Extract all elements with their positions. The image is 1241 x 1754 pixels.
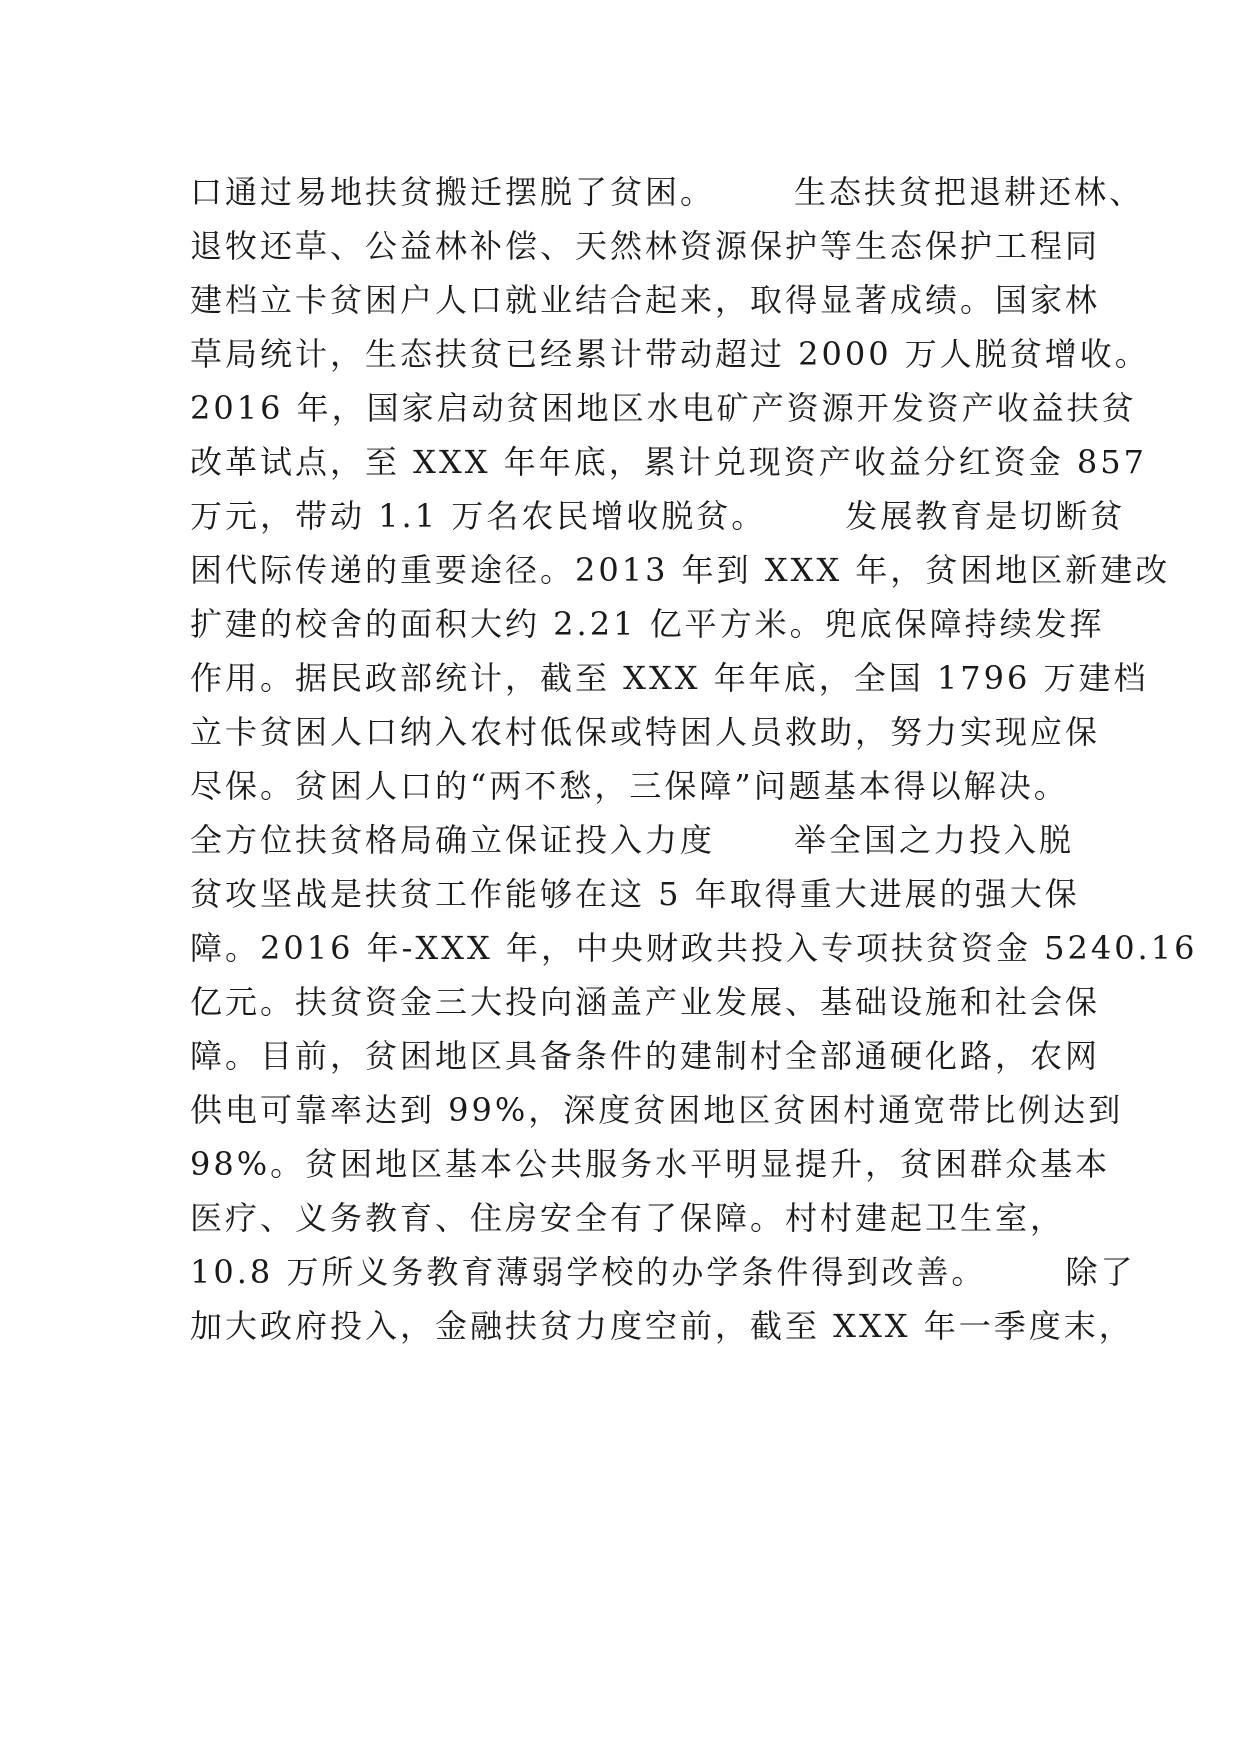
text-line: 10.8 万所义务教育薄弱学校的办学条件得到改善。 除了 — [190, 1253, 1136, 1291]
text-line: 障。目前，贫困地区具备条件的建制村全部通硬化路，农网 — [190, 1037, 1101, 1075]
text-line: 亿元。扶贫资金三大投向涵盖产业发展、基础设施和社会保 — [190, 983, 1101, 1021]
text-line: 供电可靠率达到 99%，深度贫困地区贫困村通宽带比例达到 — [190, 1091, 1124, 1129]
text-line: 作用。据民政部统计，截至 XXX 年年底，全国 1796 万建档 — [190, 659, 1149, 697]
text-line: 草局统计，生态扶贫已经累计带动超过 2000 万人脱贫增收。 — [190, 335, 1150, 373]
text-line: 医疗、义务教育、住房安全有了保障。村村建起卫生室， — [190, 1199, 1066, 1237]
text-line: 全方位扶贫格局确立保证投入力度 举全国之力投入脱 — [190, 821, 1075, 859]
text-line: 口通过易地扶贫搬迁摆脱了贫困。 生态扶贫把退耕还林、 — [190, 173, 1145, 211]
text-line: 立卡贫困人口纳入农村低保或特困人员救助，努力实现应保 — [190, 713, 1101, 751]
text-line: 障。2016 年-XXX 年，中央财政共投入专项扶贫资金 5240.16 — [190, 929, 1198, 967]
text-line: 98%。贫困地区基本公共服务水平明显提升，贫困群众基本 — [190, 1145, 1111, 1183]
text-line: 尽保。贫困人口的“两不愁，三保障”问题基本得以解决。 — [190, 767, 1069, 805]
text-line: 贫攻坚战是扶贫工作能够在这 5 年取得重大进展的强大保 — [190, 875, 1080, 913]
text-line: 改革试点，至 XXX 年年底，累计兑现资产收益分红资金 857 — [190, 443, 1147, 481]
text-line: 加大政府投入，金融扶贫力度空前，截至 XXX 年一季度末， — [190, 1307, 1134, 1345]
text-line: 2016 年，国家启动贫困地区水电矿产资源开发资产收益扶贫 — [190, 389, 1137, 427]
text-line: 退牧还草、公益林补偿、天然林资源保护等生态保护工程同 — [190, 227, 1101, 265]
text-line: 建档立卡贫困户人口就业结合起来，取得显著成绩。国家林 — [190, 281, 1101, 319]
text-line: 困代际传递的重要途径。2013 年到 XXX 年，贫困地区新建改 — [190, 551, 1171, 589]
body-text — [190, 165, 1198, 1353]
text-line: 扩建的校舍的面积大约 2.21 亿平方米。兜底保障持续发挥 — [190, 605, 1105, 643]
text-line: 万元，带动 1.1 万名农民增收脱贫。 发展教育是切断贫 — [190, 497, 1126, 535]
